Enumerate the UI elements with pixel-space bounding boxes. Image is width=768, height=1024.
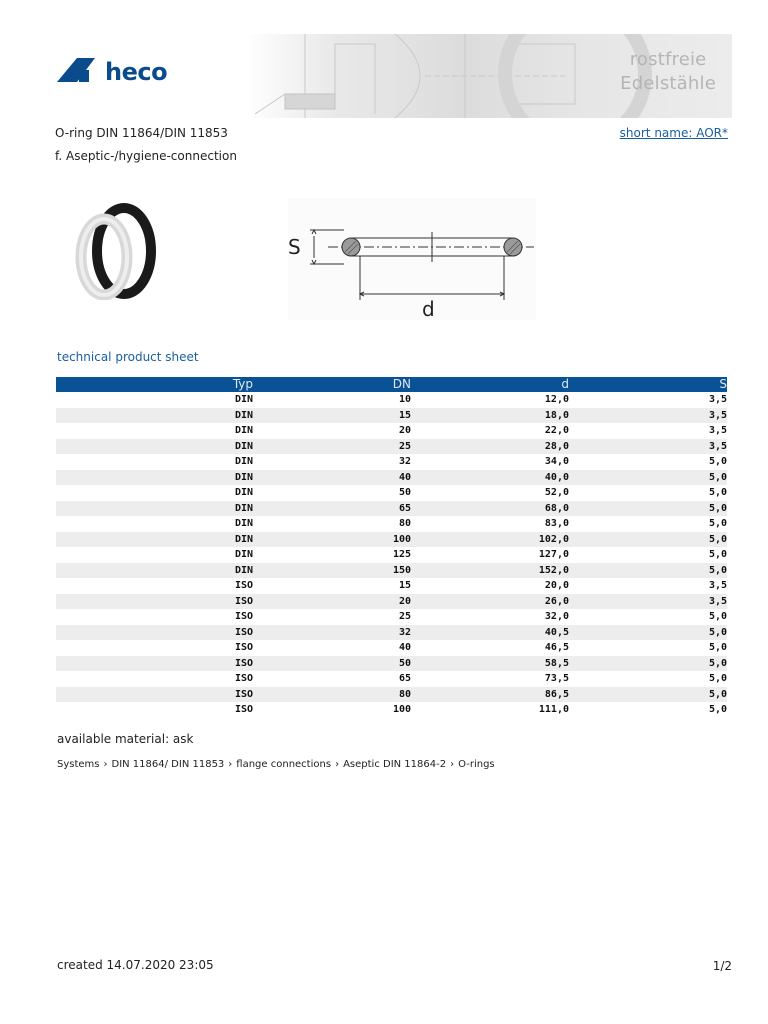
cell-typ: DIN xyxy=(56,501,253,517)
cell-dn: 50 xyxy=(398,487,411,498)
table-row xyxy=(56,656,727,672)
breadcrumb-item[interactable]: Systems xyxy=(57,759,100,770)
cell-s: 3,5 xyxy=(569,594,727,610)
cell-dn: 100 xyxy=(253,532,411,548)
table-header-row xyxy=(56,377,727,392)
table-row xyxy=(56,423,727,439)
section-title: technical product sheet xyxy=(57,350,199,364)
table-row xyxy=(56,563,727,579)
table-row xyxy=(56,470,727,486)
table-row xyxy=(56,516,727,532)
table-row xyxy=(56,702,727,718)
cell-dn: 15 xyxy=(253,408,411,424)
cell-dn: 25 xyxy=(253,439,411,455)
table-row xyxy=(56,501,727,517)
table-row xyxy=(56,625,727,641)
cell-dn: 40 xyxy=(398,642,411,653)
cell-d: 152,0 xyxy=(411,563,569,579)
cell-s: 3,5 xyxy=(569,439,727,455)
breadcrumb-separator-icon: › xyxy=(228,759,233,770)
cell-typ: DIN xyxy=(234,487,253,498)
logo-wordmark: heco xyxy=(105,58,168,86)
cell-d: 18,0 xyxy=(411,408,569,424)
cell-typ: ISO xyxy=(234,642,253,653)
table-row xyxy=(56,671,727,687)
cell-typ: DIN xyxy=(56,532,253,548)
table-row xyxy=(56,408,727,424)
cell-typ: DIN xyxy=(234,518,253,529)
cell-dn: 32 xyxy=(253,625,411,641)
cell-dn: 125 xyxy=(392,549,411,560)
cell-d: 73,5 xyxy=(544,673,569,684)
cell-typ: DIN xyxy=(56,470,253,486)
breadcrumb-separator-icon: › xyxy=(450,759,455,770)
available-material: available material: ask xyxy=(57,732,194,746)
cell-d: 68,0 xyxy=(411,501,569,517)
cell-typ: ISO xyxy=(234,673,253,684)
cell-s: 5,0 xyxy=(708,518,727,529)
cell-d: 111,0 xyxy=(538,704,569,715)
cell-typ: DIN xyxy=(56,563,253,579)
column-header-s: S xyxy=(569,377,727,392)
cell-s: 5,0 xyxy=(569,687,727,703)
drawing-label-s: S xyxy=(288,235,301,259)
cell-dn: 20 xyxy=(253,594,411,610)
breadcrumb-item[interactable]: O-rings xyxy=(458,759,495,770)
table-row xyxy=(56,687,727,703)
heco-logo-mark-icon xyxy=(55,52,103,86)
cell-typ: ISO xyxy=(234,704,253,715)
cell-d: 102,0 xyxy=(411,532,569,548)
cell-dn: 80 xyxy=(398,518,411,529)
cell-d: 40,5 xyxy=(411,625,569,641)
cell-typ: ISO xyxy=(234,580,253,591)
breadcrumb-item[interactable]: Aseptic DIN 11864-2 xyxy=(343,759,447,770)
cell-s: 5,0 xyxy=(708,456,727,467)
o-ring-photo xyxy=(56,200,172,300)
cell-d: 46,5 xyxy=(544,642,569,653)
cell-s: 3,5 xyxy=(708,580,727,591)
breadcrumb-item[interactable]: DIN 11864/ DIN 11853 xyxy=(111,759,225,770)
heco-logo[interactable] xyxy=(55,52,185,92)
cell-typ: DIN xyxy=(234,394,253,405)
created-timestamp: created 14.07.2020 23:05 xyxy=(57,958,214,972)
cell-typ: ISO xyxy=(234,611,253,622)
brand-tagline xyxy=(620,48,716,96)
cell-s: 5,0 xyxy=(569,625,727,641)
cell-typ: DIN xyxy=(234,425,253,436)
cell-dn: 25 xyxy=(398,611,411,622)
cell-d: 22,0 xyxy=(544,425,569,436)
page-number: 1/2 xyxy=(712,959,732,973)
cell-dn: 150 xyxy=(253,563,411,579)
cell-d: 12,0 xyxy=(544,394,569,405)
cell-d: 32,0 xyxy=(544,611,569,622)
table-row xyxy=(56,640,727,656)
table-row xyxy=(56,439,727,455)
breadcrumb xyxy=(57,759,495,770)
cell-typ: ISO xyxy=(56,687,253,703)
table-body xyxy=(56,392,727,718)
table-row xyxy=(56,594,727,610)
cell-s: 5,0 xyxy=(569,656,727,672)
cell-s: 5,0 xyxy=(569,470,727,486)
product-title: O-ring DIN 11864/DIN 11853 xyxy=(55,126,228,140)
cell-s: 3,5 xyxy=(569,408,727,424)
table-row xyxy=(56,485,727,501)
short-name-link[interactable]: short name: AOR* xyxy=(619,126,728,140)
cell-typ: DIN xyxy=(56,439,253,455)
column-header-dn: DN xyxy=(253,377,411,392)
drawing-label-d: d xyxy=(422,297,435,320)
cell-s: 5,0 xyxy=(569,501,727,517)
specs-table xyxy=(56,377,727,718)
cell-d: 58,5 xyxy=(411,656,569,672)
cell-s: 5,0 xyxy=(708,673,727,684)
cell-dn: 15 xyxy=(398,580,411,591)
table-row xyxy=(56,578,727,594)
cell-s: 3,5 xyxy=(708,425,727,436)
table-row xyxy=(56,532,727,548)
cell-dn: 10 xyxy=(398,394,411,405)
cell-typ: DIN xyxy=(56,408,253,424)
cell-dn: 32 xyxy=(398,456,411,467)
cell-dn: 65 xyxy=(253,501,411,517)
cell-s: 5,0 xyxy=(569,532,727,548)
cell-dn: 20 xyxy=(398,425,411,436)
cell-typ: ISO xyxy=(56,594,253,610)
cell-dn: 40 xyxy=(253,470,411,486)
cell-s: 3,5 xyxy=(708,394,727,405)
header-banner xyxy=(55,34,732,118)
breadcrumb-separator-icon: › xyxy=(335,759,340,770)
cell-s: 5,0 xyxy=(708,549,727,560)
breadcrumb-item[interactable]: flange connections xyxy=(236,759,332,770)
cell-d: 127,0 xyxy=(538,549,569,560)
cell-d: 83,0 xyxy=(544,518,569,529)
o-ring-cross-section-drawing xyxy=(288,198,536,320)
cell-s: 5,0 xyxy=(708,642,727,653)
product-subtitle: f. Aseptic-/hygiene-connection xyxy=(55,149,237,163)
cell-dn: 65 xyxy=(398,673,411,684)
table-row xyxy=(56,392,727,408)
cell-s: 5,0 xyxy=(708,704,727,715)
cell-typ: ISO xyxy=(56,625,253,641)
column-header-typ: Typ xyxy=(56,377,253,392)
table-row xyxy=(56,454,727,470)
cell-dn: 50 xyxy=(253,656,411,672)
tagline-line-1: rostfreie xyxy=(629,49,707,70)
column-header-d: d xyxy=(411,377,569,392)
cell-typ: DIN xyxy=(234,456,253,467)
cell-s: 5,0 xyxy=(569,563,727,579)
cell-d: 52,0 xyxy=(544,487,569,498)
cell-dn: 80 xyxy=(253,687,411,703)
table-row xyxy=(56,547,727,563)
cell-s: 5,0 xyxy=(708,487,727,498)
cell-typ: DIN xyxy=(234,549,253,560)
cell-d: 28,0 xyxy=(411,439,569,455)
banner-technical-drawing xyxy=(245,34,732,118)
cell-d: 26,0 xyxy=(411,594,569,610)
tagline-line-2: Edelstähle xyxy=(620,73,716,94)
cell-d: 86,5 xyxy=(411,687,569,703)
cell-d: 34,0 xyxy=(544,456,569,467)
cell-s: 5,0 xyxy=(708,611,727,622)
cell-d: 40,0 xyxy=(411,470,569,486)
cell-d: 20,0 xyxy=(544,580,569,591)
breadcrumb-separator-icon: › xyxy=(103,759,108,770)
table-row xyxy=(56,609,727,625)
cell-dn: 100 xyxy=(392,704,411,715)
cell-typ: ISO xyxy=(56,656,253,672)
